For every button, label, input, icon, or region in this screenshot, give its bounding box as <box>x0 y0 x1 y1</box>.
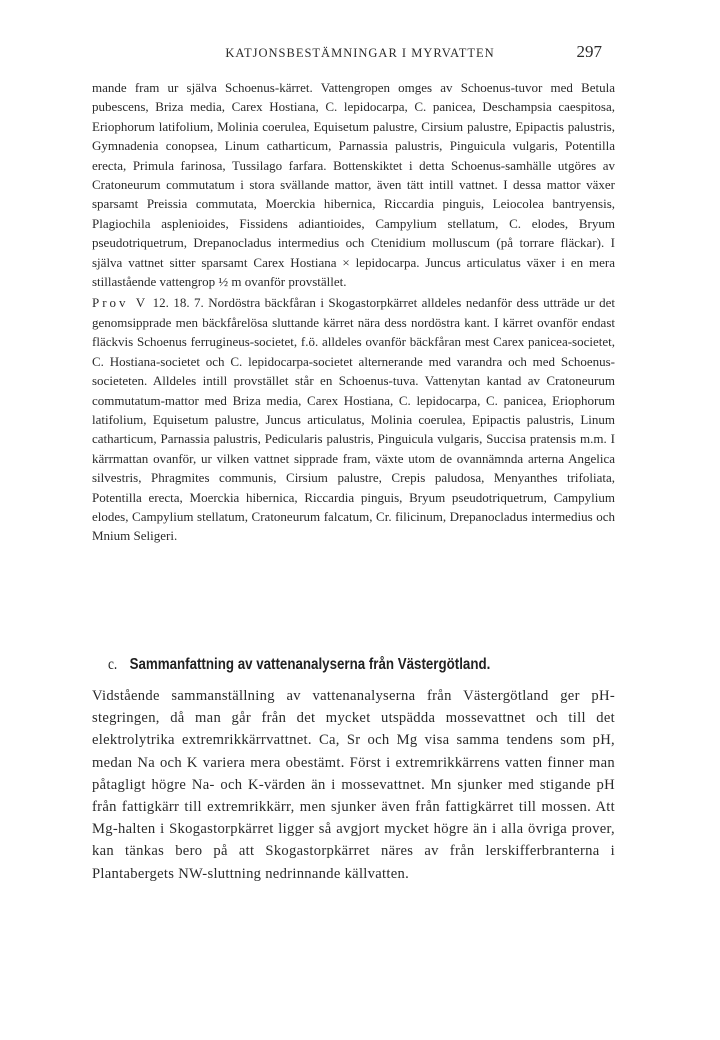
running-head: KATJONSBESTÄMNINGAR I MYRVATTEN <box>225 46 495 60</box>
body-text <box>92 78 615 546</box>
page-number: 297 <box>576 42 602 61</box>
section-heading <box>108 656 555 674</box>
summary-paragraph: Vidstående sammanställning av vattenanalyserna från Västergötland ger pH-stegringen, då man går från det mycket utspädda mossevattnet och till det elektrolytrika extremrikkärrvattnet. Ca, Sr och Mg visa samma tendens som pH, medan Na och K variera mera obestämt. Först i extremrikkärrens vatten finner man påtagligt högre Na- och K-värden än i mossevattnet. Mn sjunker med stigande pH från fattigkärr till extremrikkärr, men sjunker även från fattigkärret till mossen. Att Mg-halten i Skogastorpkärret ligger så avgjort mycket högre än i alla övriga prover, kan tänkas bero på att Skogastorpkärret näres av från lerskifferbranterna i Plantabergets NW-sluttning nedrinnande källvatten. <box>92 688 615 882</box>
paragraph-2 <box>92 293 615 545</box>
section-letter: c. <box>108 656 118 673</box>
sample-label: Prov V <box>92 295 149 311</box>
section-title: Sammanfattning av vattenanalyserna från Västergötland. <box>129 656 491 673</box>
summary-text <box>92 685 615 885</box>
paragraph-1: mande fram ur själva Schoenus-kärret. Vattengropen omges av Schoenus-tuvor med Betula pubescens, Briza media, Carex Hostiana, C. lepidocarpa, C. panicea, Deschampsia caespitosa, Eriophorum latifolium, Molinia coerulea, Equisetum palustre, Cirsium palustre, Epipactis palustris, Gymnadenia conopsea, Linum catharticum, Parnassia palustris, Pinguicula vulgaris, Potentilla erecta, Primula farinosa, Tussilago farfara. Bottenskiktet i detta Schoenus-samhälle utgöres av Cratoneurum commutatum i stora svällande mattor, även tätt intill vattnet. I dessa mattor växer sparsamt Preissia commutata, Moerckia hibernica, Riccardia pinguis, Leiocolea bantryensis, Plagiochila asplenioides, Fissidens adiantioides, Campylium stellatum, C. elodes, Bryum pseudotriquetrum, Drepanocladus intermedius och Ctenidium molluscum (på torrare fläckar). I själva vattnet sitter sparsamt Carex Hostiana × lepidocarpa. Juncus articulatus växer i en mera stillastående vattengrop ½ m ovanför provstället. <box>92 80 615 290</box>
sample-text: 12. 18. 7. Nordöstra bäckfåran i Skogastorpkärret alldeles nedanför dess utträde ur det genomsipprade men bäckfårelösa sluttande kärret nära dess nordöstra kant. I kärret ovanför endast fläckvis Schoenus ferrugineus-societet, f.ö. alldeles ovanför bäckfåran mest Carex panicea-societet, C. Hostiana-societet och C. lepidocarpa-societet alternerande med varandra och med Schoenus-societeten. Alldeles intill provstället står en Schoenus-tuva. Vattenytan kantad av Cratoneurum commutatum-mattor med Briza media, Carex Hostiana, C. lepidocarpa, C. panicea, Eriophorum latifolium, Equisetum palustre, Juncus articulatus, Molinia coerulea, Epipactis palustris, Linum catharticum, Parnassia palustris, Pedicularis palustris, Pinguicula vulgaris, Succisa pratensis m.m. I kärrmattan ovanför, ur vilken vattnet sipprade fram, växte utom de ovannämnda arterna Angelica silvestris, Phragmites communis, Cirsium palustre, Crepis paludosa, Menyanthes trifoliata, Potentilla erecta, Moerckia hibernica, Riccardia pinguis, Bryum pseudotriquetrum, Campylium elodes, Campylium stellatum, Cratoneurum falcatum, Cr. filicinum, Drepanocladus intermedius och Mnium Seligeri. <box>92 295 616 544</box>
